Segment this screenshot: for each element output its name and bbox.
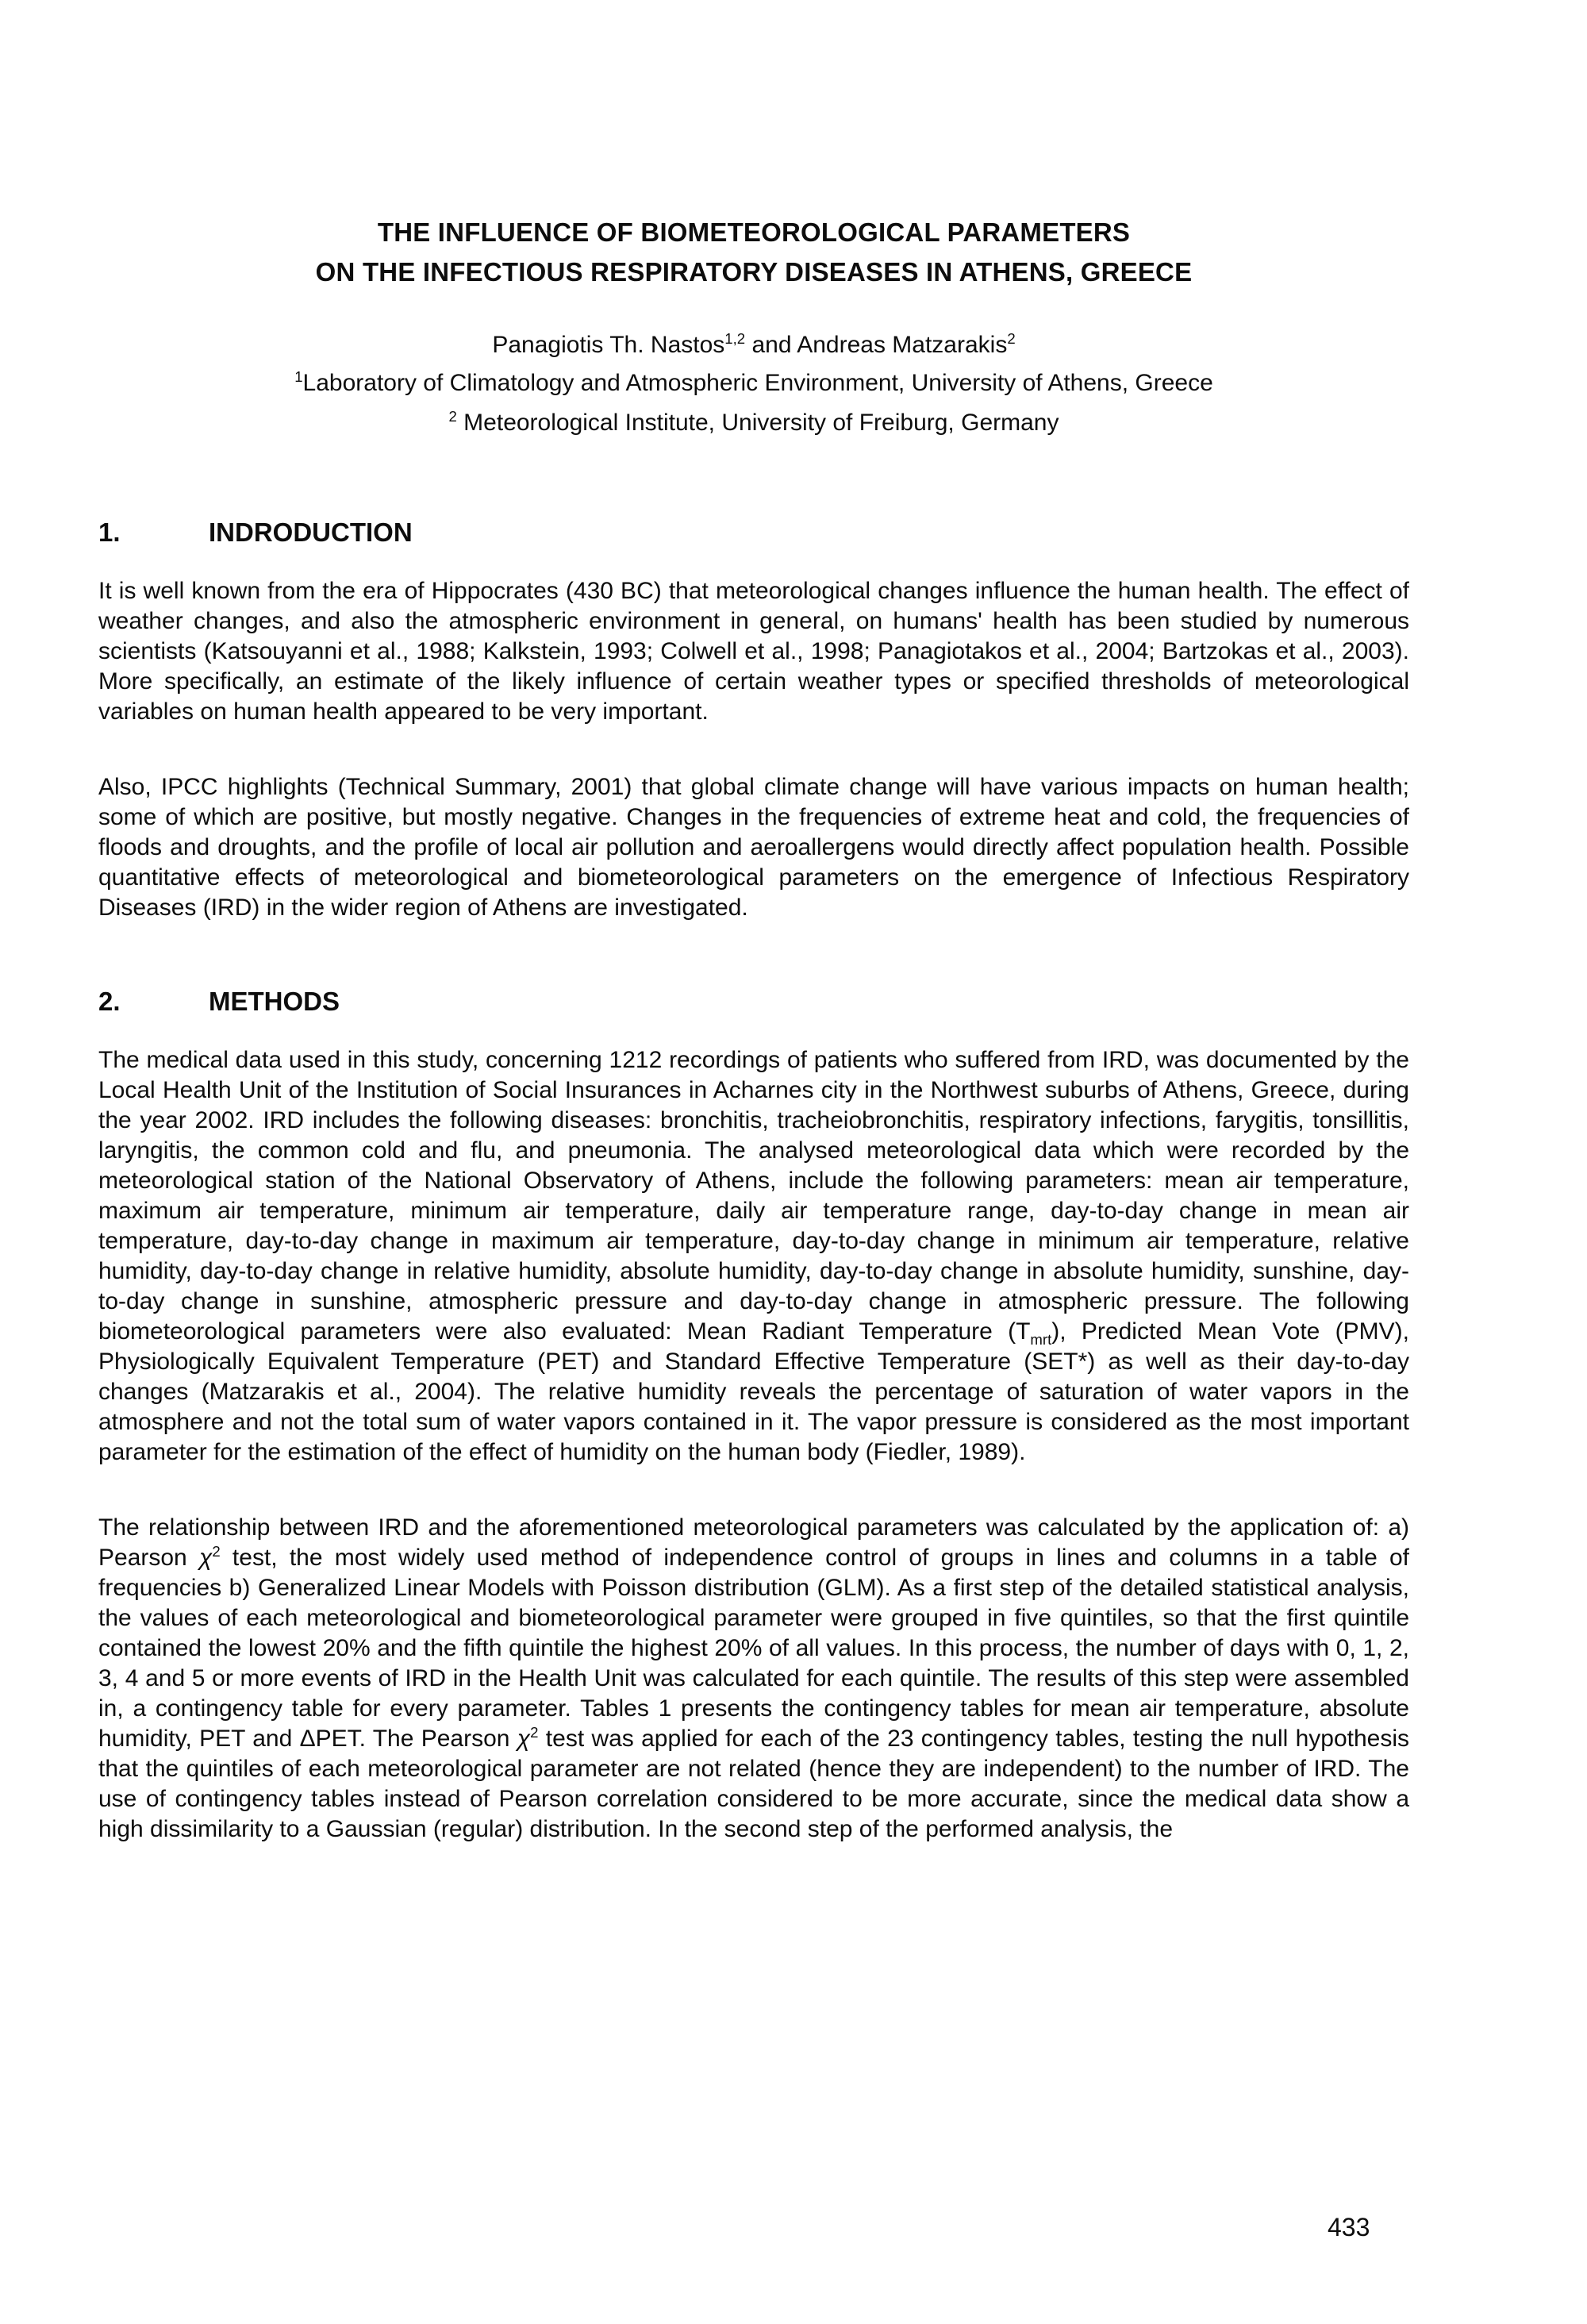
section-2-heading bbox=[98, 985, 1409, 1018]
page-number: 433 bbox=[1328, 2213, 1370, 2241]
section-2-number: 2. bbox=[98, 987, 121, 1016]
paper-title bbox=[98, 213, 1409, 292]
title-line-2: ON THE INFECTIOUS RESPIRATORY DISEASES IN ATHENS, GREECE bbox=[315, 257, 1193, 287]
title-line-1: THE INFLUENCE OF BIOMETEOROLOGICAL PARAMETERS bbox=[377, 217, 1131, 247]
methods-paragraph-2: The relationship between IRD and the aforementioned meteorological parameters was calculated by the application of: a) Pearson $\chi^2$ test, the most widely used method of independence control of groups in lines and columns in a table of frequencies b) Generalized Linear Models with Poisson distribution (GLM). As a first step of the detailed statistical analysis, the values of each meteorological and biometeorological parameter were grouped in five quintiles, so that the first quintile contained the lowest 20% and the fifth quintile the highest 20% of all values. In this process, the number of days with 0, 1, 2, 3, 4 and 5 or more events of IRD in the Health Unit was calculated for each quintile. The results of this step were assembled in, a contingency table for every parameter. Tables 1 presents the contingency tables for mean air temperature, absolute humidity, PET and ΔPET. The Pearson $\chi^2$ test was applied for each of the 23 contingency tables, testing the null hypothesis that the quintiles of each meteorological parameter are not related (hence they are independent) to the number of IRD. The use of contingency tables instead of Pearson correlation considered to be more accurate, since the medical data show a high dissimilarity to a Gaussian (regular) distribution. In the second step of the performed analysis, the bbox=[98, 1514, 1410, 1842]
section-1-title: INDRODUCTION bbox=[209, 518, 413, 547]
intro-paragraph-2: Also, IPCC highlights (Technical Summary, 2001) that global climate change will have various impacts on human health; some of which are positive, but mostly negative. Changes in the frequencies of extreme heat and cold, the frequencies of floods and droughts, and the profile of local air pollution and aeroallergens would directly affect population health. Possible quantitative effects of meteorological and biometeorological parameters on the emergence of Infectious Respiratory Diseases (IRD) in the wider region of Athens are investigated. bbox=[98, 774, 1409, 921]
paper-header bbox=[98, 213, 1409, 443]
affiliation-1: $^1$Laboratory of Climatology and Atmospheric Environment, University of Athens, Greece bbox=[294, 368, 1213, 396]
section-introduction bbox=[98, 516, 1409, 923]
section-2-title: METHODS bbox=[209, 987, 340, 1016]
section-1-number: 1. bbox=[98, 518, 121, 547]
paper-page bbox=[98, 0, 1409, 1845]
authors-line: Panagiotis Th. Nastos$^{1,2}$ and Andreas Matzarakis$^2$ bbox=[492, 330, 1016, 358]
methods-paragraph-1: The medical data used in this study, concerning 1212 recordings of patients who suffered from IRD, was documented by the Local Health Unit of the Institution of Social Insurances in Acharnes city in the Northwest suburbs of Athens, Greece, during the year 2002. IRD includes the following diseases: bronchitis, tracheiobronchitis, respiratory infections, farygitis, tonsillitis, laryngitis, the common cold and flu, and pneumonia. The analysed meteorological data which were recorded by the meteorological station of the National Observatory of Athens, include the following parameters: mean air temperature, maximum air temperature, minimum air temperature, daily air temperature range, day-to-day change in mean air temperature, day-to-day change in maximum air temperature, day-to-day change in minimum air temperature, relative humidity, day-to-day change in relative humidity, absolute humidity, day-to-day change in absolute humidity, sunshine, day-to-day change in sunshine, atmospheric pressure and day-to-day change in atmospheric pressure. The following biometeorological parameters were also evaluated: Mean Radiant Temperature $(T_{mrt})$, Predicted Mean Vote (PMV), Physiologically Equivalent Temperature (PET) and Standard Effective Temperature (SET*) as well as their day-to-day changes (Matzarakis et al., 2004). The relative humidity reveals the percentage of saturation of water vapors in the atmosphere and not the total sum of water vapors contained in it. The vapor pressure is considered as the most important parameter for the estimation of the effect of humidity on the human body (Fiedler, 1989). bbox=[98, 1047, 1409, 1465]
intro-paragraph-1: It is well known from the era of Hippocrates (430 BC) that meteorological changes influence the human health. The effect of weather changes, and also the atmospheric environment in general, on humans' health has been studied by numerous scientists (Katsouyanni et al., 1988; Kalkstein, 1993; Colwell et al., 1998; Panagiotakos et al., 2004; Bartzokas et al., 2003). More specifically, an estimate of the likely influence of certain weather types or specified thresholds of meteorological variables on human health appeared to be very important. bbox=[98, 578, 1409, 725]
section-1-heading bbox=[98, 516, 1409, 549]
affiliation-2: $^2$ Meteorological Institute, University of Freiburg, Germany bbox=[448, 408, 1059, 436]
section-methods bbox=[98, 985, 1409, 1845]
